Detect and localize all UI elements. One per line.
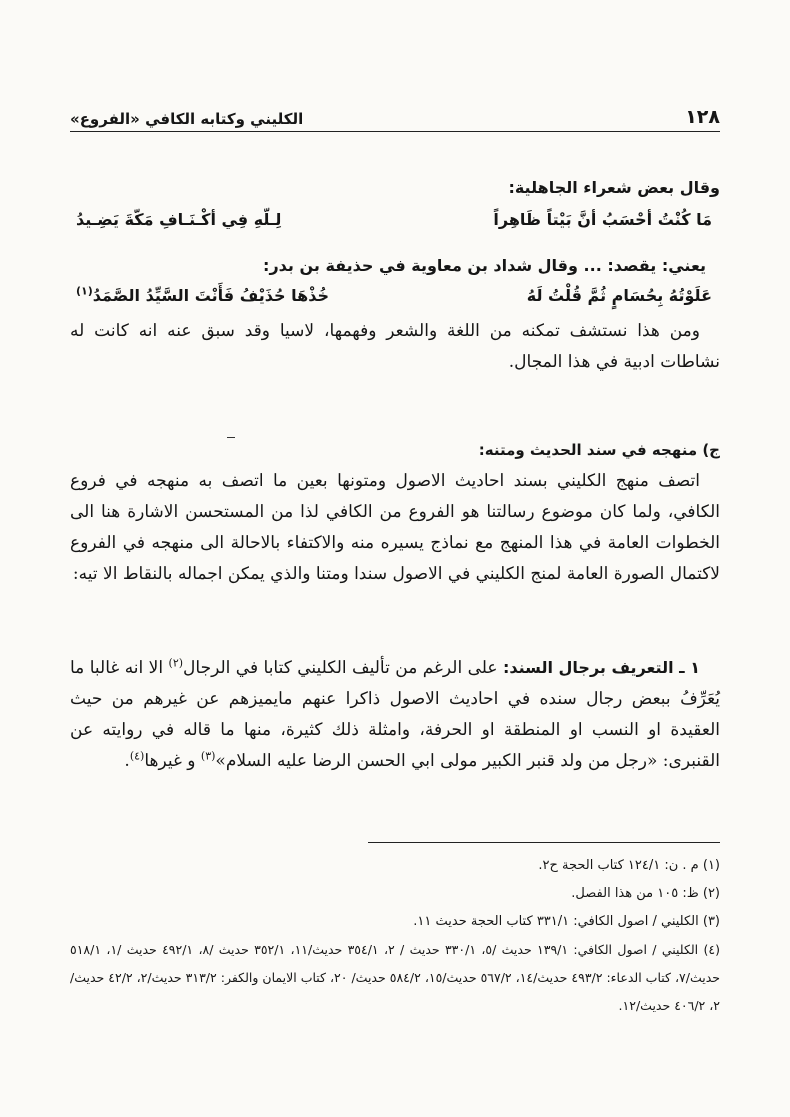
- footnote-1: (١) م . ن: ١٢٤/١ كتاب الحجة ح٢.: [538, 858, 720, 873]
- paragraph-narrators: ١ ـ التعريف برجال السند: على الرغم من تأليف الكليني كتابا في الرجال$^{(٢)}$ الا انه غالبا ما يُعَرِّفُ ببعض رجال سنده في احاديث الاصول ذاكرا عنهم مايميزهم عن غيرهم من حيث العقيدة او النسب او المنطقة او الحرفة، وامثلة ذلك كثيرة، منها ما قاله في روايته عن القنبرى: «رجل من ولد قنبر الكبير مولى ابي الحسن الرضا عليه السلام»$^{(٣)}$ و غيرها$^{(٤)}$.: [70, 656, 720, 771]
- footnote-2: (٢) ظ: ١٠٥ من هذا الفصل.: [571, 886, 720, 901]
- explanation-line: يعني: يقصد: ... وقال شداد بن معاوية في حذيفة بن بدر:: [263, 256, 706, 275]
- paragraph-method: اتصف منهج الكليني بسند احاديث الاصول ومتونها بعين ما اتصف به منهجه في فروع الكافي، ولما كان موضوع رسالتنا هو الفروع من الكافي لذا من المستحسن الاشارة هنا الى الخطوات العامة في هذا المنهج مع نماذج يسيره منه والاكتفاء بالاحالة الى منهجه في الفروع لاكتمال الصورة العامة لمنج الكليني في الاصول سندا ومتنا والذي يمكن اجماله بالنقاط الا تيه:: [70, 471, 720, 584]
- footnote-ref-1: (١): [76, 284, 93, 298]
- section-heading: ج) منهجه في سند الحديث ومتنه:: [478, 441, 720, 459]
- intro-line: وقال بعض شعراء الجاهلية:: [508, 178, 720, 197]
- verse-1-second-hemistich: لِـلّهِ فِي أكْـنَـافِ مَكّةَ يَضِـيدُ: [76, 210, 282, 229]
- verse-2-first-hemistich: عَلَوْتُهُ بِحُسَامٍ ثُمَّ قُلْتُ لَهُ: [526, 286, 712, 305]
- verse-2-second-hemistich: خُذْهَا حُذَيْفُ فَأَنْتَ السَّيِّدُ الصَّمَدُ$^{(١)}$: [76, 284, 329, 305]
- footnote-4: (٤) الكليني / اصول الكافي: ١٣٩/١ حديث /٥، ٣٣٠/١ حديث / ٢، ٣٥٤/١ حديث/١١، ٣٥٢/١ حديث /٨، ٤٩٢/١ حديث /١، ٥١٨/١ حديث/٧، كتاب الدعاء: ٤٩٣/٢ حديث/١٤، ٥٦٧/٢ حديث/١٥، ٥٨٤/٢ حديث/ ٢٠، كتاب الايمان والكفر: ٣١٣/٢ حديث/٢، ٤٢/٢ حديث/٢، ٤٠٦/٢ حديث/١٢.: [70, 942, 720, 1013]
- verse-2: [70, 281, 720, 311]
- footnote-rule: [368, 842, 720, 843]
- paragraph-literary: ومن هذا نستشف تمكنه من اللغة والشعر وفهمها، لاسيا وقد سبق عنه انه كانت له نشاطات ادبية في هذا المجال.: [70, 321, 720, 372]
- footnote-ref-3: (٣): [200, 749, 216, 763]
- footnote-ref-4: (٤): [129, 749, 145, 763]
- verse-1: [70, 205, 720, 235]
- page-number: ١٢٨: [685, 106, 720, 128]
- header-rule: [70, 131, 720, 132]
- verse-1-first-hemistich: مَا كُنْتُ أحْسَبُ أنَّ بَيْتاً ظَاهِراً: [493, 210, 712, 229]
- footnote-3: (٣) الكليني / اصول الكافي: ٣٣١/١ كتاب الحجة حديث ١١.: [413, 914, 720, 929]
- point-heading: ١ ـ التعريف برجال السند:: [503, 658, 700, 677]
- running-title: الكليني وكتابه الكافي «الفروع»: [70, 110, 304, 128]
- book-page: [70, 0, 720, 1117]
- footnotes: [70, 852, 720, 1020]
- page-header: [70, 96, 720, 128]
- footnote-ref-2: (٢): [168, 656, 184, 670]
